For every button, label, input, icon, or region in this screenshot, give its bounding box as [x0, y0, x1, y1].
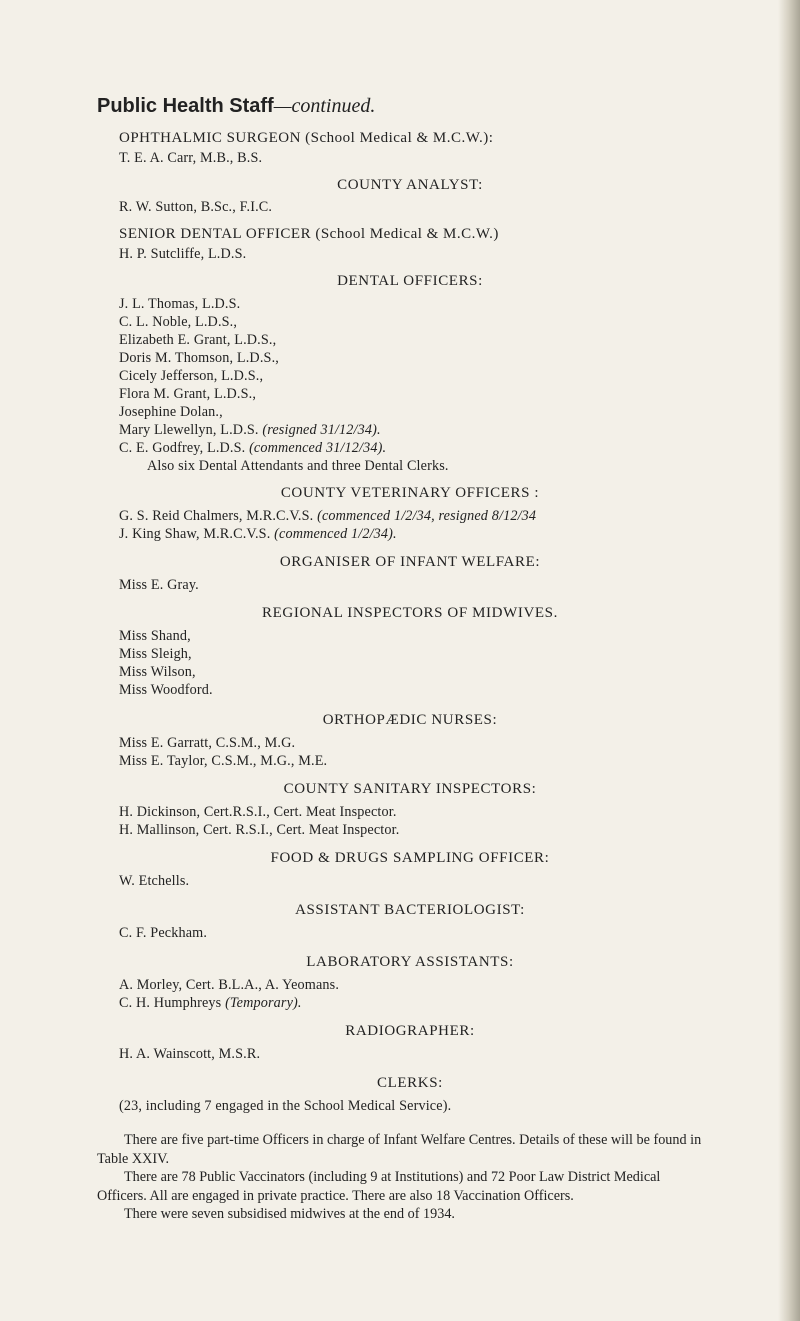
page-header [97, 95, 375, 118]
dental-officer: Cicely Jefferson, L.D.S., [119, 368, 264, 384]
dental-officer: Elizabeth E. Grant, L.D.S., [119, 332, 277, 348]
dental-officer: Josephine Dolan., [119, 404, 223, 420]
dental-officer-godfrey [119, 439, 386, 457]
shaw-name: J. King Shaw, M.R.C.V.S. [119, 526, 271, 542]
dental-heading: DENTAL OFFICERS: [337, 273, 483, 289]
sanitary-heading: COUNTY SANITARY INSPECTORS: [283, 781, 537, 797]
veterinary-officer-shaw [119, 525, 397, 543]
midwives-heading: REGIONAL INSPECTORS OF MIDWIVES. [262, 605, 558, 621]
laboratory-assistant-humphreys [119, 994, 302, 1012]
paragraph: There were seven subsidised midwives at the end of 1934. [124, 1206, 455, 1222]
senior-dental-name: H. P. Sutcliffe, L.D.S. [119, 246, 247, 262]
closing-paragraphs [97, 1131, 707, 1224]
midwife-inspector: Miss Wilson, [119, 664, 196, 680]
humphreys-note: (Temporary). [225, 995, 302, 1011]
orthopaedic-nurse: Miss E. Garratt, C.S.M., M.G. [119, 735, 296, 751]
chalmers-name: G. S. Reid Chalmers, M.R.C.V.S. [119, 508, 314, 524]
laboratory-assistants-line: A. Morley, Cert. B.L.A., A. Yeomans. [119, 977, 340, 993]
dental-attendants-note: Also six Dental Attendants and three Dental Clerks. [147, 458, 449, 474]
veterinary-heading: COUNTY VETERINARY OFFICERS : [280, 485, 540, 501]
clerks-heading: CLERKS: [377, 1075, 443, 1091]
midwife-inspector: Miss Sleigh, [119, 646, 192, 662]
page-title: Public Health Staff [97, 95, 274, 117]
radiographer-heading: RADIOGRAPHER: [345, 1023, 475, 1039]
bacteriologist-name: C. F. Peckham. [119, 925, 208, 941]
radiographer-name: H. A. Wainscott, M.S.R. [119, 1046, 261, 1062]
godfrey-name: C. E. Godfrey, L.D.S. [119, 440, 246, 456]
ophthalmic-name: T. E. A. Carr, M.B., B.S. [119, 150, 263, 166]
godfrey-note: (commenced 31/12/34). [249, 440, 387, 456]
veterinary-officer-chalmers [119, 507, 536, 525]
infant-welfare-heading: ORGANISER OF INFANT WELFARE: [279, 554, 541, 570]
analyst-name: R. W. Sutton, B.Sc., F.I.C. [119, 199, 273, 215]
llewellyn-name: Mary Llewellyn, L.D.S. [119, 422, 259, 438]
paragraph: There are 78 Public Vaccinators (including 9 at Institutions) and 72 Poor Law District Medical Officers. All are engaged in private practice. There are also 18 Vaccination Officers. [97, 1169, 661, 1204]
orthopaedic-heading: ORTHOPÆDIC NURSES: [322, 712, 498, 728]
page-title-suffix: —continued. [273, 95, 376, 117]
llewellyn-note: (resigned 31/12/34). [262, 422, 381, 438]
orthopaedic-nurse: Miss E. Taylor, C.S.M., M.G., M.E. [119, 753, 328, 769]
humphreys-name: C. H. Humphreys [119, 995, 222, 1011]
food-drugs-name: W. Etchells. [119, 873, 190, 889]
page-edge-shadow [778, 0, 800, 1321]
shaw-note: (commenced 1/2/34). [274, 526, 397, 542]
sanitary-inspector: H. Dickinson, Cert.R.S.I., Cert. Meat Inspector. [119, 804, 397, 820]
laboratory-heading: LABORATORY ASSISTANTS: [306, 954, 514, 970]
midwife-inspector: Miss Shand, [119, 628, 191, 644]
clerks-count: (23, including 7 engaged in the School Medical Service). [119, 1098, 452, 1114]
dental-officer: C. L. Noble, L.D.S., [119, 314, 238, 330]
chalmers-note: (commenced 1/2/34, resigned 8/12/34 [317, 508, 537, 524]
dental-officer: Flora M. Grant, L.D.S., [119, 386, 257, 402]
sanitary-inspector: H. Mallinson, Cert. R.S.I., Cert. Meat Inspector. [119, 822, 400, 838]
dental-officer: Doris M. Thomson, L.D.S., [119, 350, 279, 366]
dental-officer: J. L. Thomas, L.D.S. [119, 296, 241, 312]
bacteriologist-heading: ASSISTANT BACTERIOLOGIST: [295, 902, 525, 918]
midwife-inspector: Miss Woodford. [119, 682, 213, 698]
food-drugs-heading: FOOD & DRUGS SAMPLING OFFICER: [270, 850, 550, 866]
analyst-heading: COUNTY ANALYST: [337, 177, 483, 193]
ophthalmic-heading: OPHTHALMIC SURGEON (School Medical & M.C.W.): [119, 130, 494, 146]
senior-dental-heading: SENIOR DENTAL OFFICER (School Medical & M.C.W.) [119, 226, 499, 242]
paragraph: There are five part-time Officers in charge of Infant Welfare Centres. Details of these will be found in Table XXIV. [97, 1132, 702, 1167]
dental-officer-llewellyn [119, 421, 381, 439]
infant-welfare-name: Miss E. Gray. [119, 577, 199, 593]
